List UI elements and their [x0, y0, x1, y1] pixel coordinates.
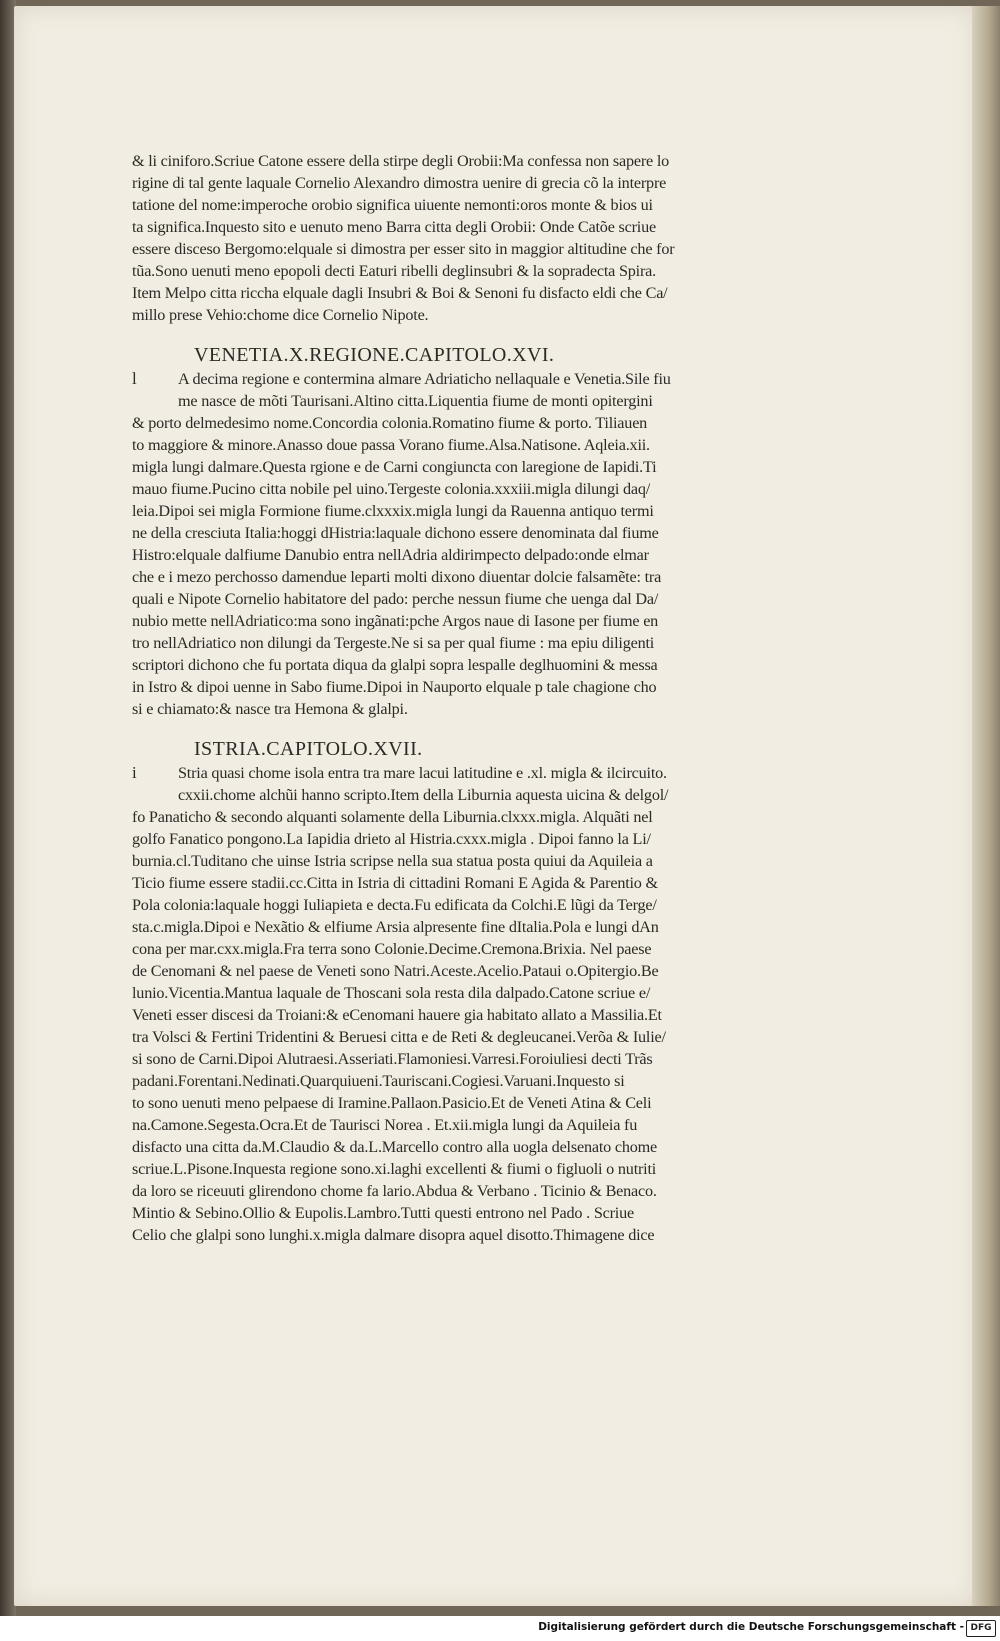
page-edge	[972, 6, 1000, 1606]
text-line: migla lungi dalmare.Questa rgione e de Carni congiuncta con laregione de Iapidi.Ti	[132, 458, 657, 476]
text-line: da loro se riceuuti glirendono chome fa lario.Abdua & Verbano . Ticinio & Benaco.	[132, 1182, 657, 1200]
text-line: me nasce de mõti Taurisani.Altino citta.Liquentia fiume de monti opitergini	[178, 392, 653, 410]
section-venetia	[132, 368, 752, 720]
text-line: lunio.Vicentia.Mantua laquale de Thoscani sola resta dila dalpado.Catone scriue e/	[132, 984, 651, 1002]
text-line: si e chiamato:& nasce tra Hemona & glalpi.	[132, 700, 408, 718]
text-line: scriptori dichono che fu portata diqua da glalpi sopra lespalle deglhuomini & messa	[132, 656, 658, 674]
text-line: tra Volsci & Fertini Tridentini & Beruesi citta e de Reti & degleucanei.Verõa & Iulie/	[132, 1028, 666, 1046]
text-block	[132, 150, 752, 1246]
text-line: Ticio fiume essere stadii.cc.Citta in Istria di cittadini Romani E Agida & Parentio &	[132, 874, 658, 892]
text-line: in Istro & dipoi uenne in Sabo fiume.Dipoi in Nauporto elquale p tale chagione cho	[132, 678, 657, 696]
text-line: & porto delmedesimo nome.Concordia colonia.Romatino fiume & porto. Tiliauen	[132, 414, 648, 432]
text-line: padani.Forentani.Nedinati.Quarquiueni.Tauriscani.Cogiesi.Varuani.Inquesto si	[132, 1072, 625, 1090]
text-line: essere disceso Bergomo:elquale si dimostra per esser sito in maggior altitudine che for	[132, 240, 675, 258]
text-line: burnia.cl.Tuditano che uinse Istria scripse nella sua statua posta quiui da Aquileia a	[132, 852, 653, 870]
text-line: Histro:elquale dalfiume Danubio entra nellAdria aldirimpecto delpado:onde elmar	[132, 546, 649, 564]
text-line: tatione del nome:imperoche orobio significa uiuente nemonti:oros monte & bios ui	[132, 196, 653, 214]
text-line: fo Panaticho & secondo alquanti solamente della Liburnia.clxxx.migla. Alquãti nel	[132, 808, 653, 826]
text-line: to sono uenuti meno pelpaese di Iramine.Pallaon.Pasicio.Et de Veneti Atina & Celi	[132, 1094, 652, 1112]
text-line: & li ciniforo.Scriue Catone essere della stirpe degli Orobii:Ma confessa non sapere lo	[132, 152, 670, 170]
section-intro	[132, 150, 752, 326]
text-line-content: A decima regione e contermina almare Adriaticho nellaquale e Venetia.Sile fiu	[178, 370, 671, 388]
digitization-credit: Digitalisierung gefördert durch die Deutsche Forschungsgemeinschaft -	[538, 1621, 964, 1633]
text-line: ne della cresciuta Italia:hoggi dHistria:laquale dichono essere denominata dal fiume	[132, 524, 659, 542]
footer-bar	[0, 1616, 1000, 1641]
text-line: de Cenomani & nel paese de Veneti sono Natri.Aceste.Acelio.Pataui o.Opitergio.Be	[132, 962, 659, 980]
text-line	[132, 762, 752, 784]
text-line: leia.Dipoi sei migla Formione fiume.clxxxix.migla lungi da Rauenna antiquo termi	[132, 502, 654, 520]
text-line: disfacto una citta da.M.Claudio & da.L.Marcello contro alla uogla delsenato chome	[132, 1138, 658, 1156]
text-line: scriue.L.Pisone.Inquesta regione sono.xi.laghi excellenti & fiumi o figluoli o nutriti	[132, 1160, 657, 1178]
text-line: Veneti esser discesi da Troiani:& eCenomani hauere gia habitato allato a Massilia.Et	[132, 1006, 662, 1024]
text-line: cona per mar.cxx.migla.Fra terra sono Colonie.Decime.Cremona.Brixia. Nel paese	[132, 940, 652, 958]
chapter-heading-istria: ISTRIA.CAPITOLO.XVII.	[194, 738, 423, 760]
text-line: tũa.Sono uenuti meno epopoli decti Eaturi ribelli deglinsubri & la sopradecta Spira.	[132, 262, 657, 280]
text-line: Pola colonia:laquale hoggi Iuliapieta e decta.Fu edificata da Colchi.E lũgi da Terge/	[132, 896, 657, 914]
text-line: ta significa.Inquesto sito e uenuto meno Barra citta degli Orobii: Onde Catõe scriue	[132, 218, 656, 236]
chapter-heading-venetia: VENETIA.X.REGIONE.CAPITOLO.XVI.	[194, 344, 555, 366]
text-line: nubio mette nellAdriatico:ma sono ingãnati:pche Argos naue di Iasone per fiume en	[132, 612, 659, 630]
text-line: quali e Nipote Cornelio habitatore del pado: perche nessun fiume che uenga dal Da/	[132, 590, 659, 608]
initial-guide-letter: i	[132, 763, 137, 782]
text-line: mauo fiume.Pucino citta nobile pel uino.Tergeste colonia.xxxiii.migla dilungi daq/	[132, 480, 651, 498]
initial-guide-letter: l	[132, 369, 137, 388]
text-line: tro nellAdriatico non dilungi da Tergeste.Ne si sa per qual fiume : ma epiu diligenti	[132, 634, 655, 652]
text-line: rigine di tal gente laquale Cornelio Alexandro dimostra uenire di grecia cõ la interpre	[132, 174, 667, 192]
dfg-logo: DFG	[966, 1620, 996, 1637]
text-line: sta.c.migla.Dipoi e Nexãtio & elfiume Arsia alpresente fine dItalia.Pola e lungi dAn	[132, 918, 659, 936]
text-line: golfo Fanatico pongono.La Iapidia drieto al Histria.cxxx.migla . Dipoi fanno la Li/	[132, 830, 651, 848]
text-line: cxxii.chome alchũi hanno scripto.Item della Liburnia aquesta uicina & delgol/	[178, 786, 669, 804]
text-line: Item Melpo citta riccha elquale dagli Insubri & Boi & Senoni fu disfacto eldi che Ca/	[132, 284, 668, 302]
text-line: Mintio & Sebino.Ollio & Eupolis.Lambro.Tutti questi entrono nel Pado . Scriue	[132, 1204, 634, 1222]
text-line-content: Stria quasi chome isola entra tra mare lacui latitudine e .xl. migla & ilcircuito.	[178, 764, 667, 782]
text-line: che e i mezo perchosso damendue leparti molti dixono diuentar dolcie falsamẽte: tra	[132, 568, 662, 586]
section-istria	[132, 762, 752, 1246]
text-line: to maggiore & minore.Anasso doue passa Vorano fiume.Alsa.Natisone. Aqleia.xii.	[132, 436, 650, 454]
text-line: millo prese Vehio:chome dice Cornelio Nipote.	[132, 306, 429, 324]
text-line: na.Camone.Segesta.Ocra.Et de Taurisci Norea . Et.xii.migla lungi da Aquileia fu	[132, 1116, 638, 1134]
text-line: Celio che glalpi sono lunghi.x.migla dalmare disopra aquel disotto.Thimagene dice	[132, 1226, 655, 1244]
text-line	[132, 368, 752, 390]
text-line: si sono de Carni.Dipoi Alutraesi.Asseriati.Flamoniesi.Varresi.Foroiuliesi decti Trãs	[132, 1050, 653, 1068]
